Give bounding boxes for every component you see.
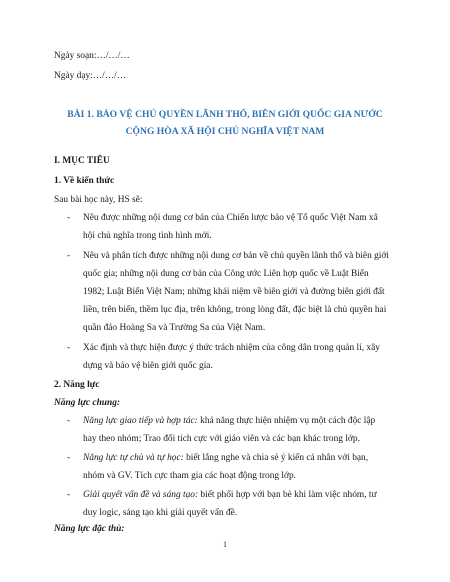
- bullet-dash: -: [67, 416, 71, 426]
- competency-1-label: Năng lực giao tiếp và hợp tác:: [83, 416, 198, 426]
- subheading-knowledge: 1. Về kiến thức: [54, 176, 115, 186]
- knowledge-bullet-2-line-1: Nêu và phân tích được những nội dung cơ bản về chủ quyền lãnh thổ và biên giới: [83, 251, 389, 261]
- competency-3-text: biết phối hợp với bạn bè khi làm việc nhóm, tư: [198, 490, 377, 500]
- general-competency-heading: Năng lực chung:: [54, 398, 121, 408]
- bullet-dash: -: [67, 213, 71, 223]
- competency-1-text: khả năng thực hiện nhiệm vụ một cách độc lập: [197, 416, 376, 426]
- knowledge-bullet-3-line-1: Xác định và thực hiện được ý thức trách nhiệm của công dân trong quản lí, xây: [83, 343, 380, 353]
- bullet-dash: -: [67, 343, 71, 353]
- competency-2-text: biết lắng nghe và chia sẻ ý kiến cá nhân với bạn,: [183, 453, 369, 463]
- knowledge-bullet-2-line-4: liền, trên biển, thềm lục địa, trên không, trong lòng đất, đặc biệt là chủ quyền hai: [83, 305, 387, 315]
- competency-2-label: Năng lực tự chủ và tự học:: [83, 453, 184, 463]
- specific-competency-heading: Năng lực đặc thù:: [54, 524, 125, 534]
- competency-3-line-1: [83, 489, 377, 501]
- competency-3-label: Giải quyết vấn đề và sáng tạo:: [83, 490, 199, 500]
- knowledge-bullet-2-line-3: 1982; Luật Biển Việt Nam; những khái niệm về biên giới và đường biên giới đất: [83, 287, 385, 297]
- knowledge-bullet-2-line-5: quần đảo Hoàng Sa và Trường Sa của Việt Nam.: [83, 323, 266, 333]
- bullet-dash: -: [67, 490, 71, 500]
- competency-1-line-1: [83, 415, 375, 427]
- bullet-dash: -: [67, 453, 71, 463]
- bullet-dash: -: [67, 251, 71, 261]
- section-heading-objectives: I. MỤC TIÊU: [54, 156, 110, 166]
- competency-3-line-2: duy logic, sáng tạo khi giải quyết vấn đề.: [83, 508, 238, 518]
- knowledge-bullet-2-line-2: quốc gia; những nội dung cơ bản của Công ước Liên hợp quốc về Luật Biển: [83, 269, 369, 279]
- knowledge-bullet-1-line-2: hội chủ nghĩa trong tình hình mới.: [83, 231, 212, 241]
- knowledge-bullet-1-line-1: Nêu được những nội dung cơ bản của Chiến lược bảo vệ Tổ quốc Việt Nam xã: [83, 213, 378, 223]
- lesson-title-line-1: BÀI 1. BẢO VỆ CHỦ QUYỀN LÃNH THỔ, BIÊN GIỚI QUỐC GIA NƯỚC: [67, 109, 383, 120]
- lesson-title-line-2: CỘNG HÒA XÃ HỘI CHỦ NGHĨA VIỆT NAM: [125, 126, 325, 137]
- competency-1-line-2: hay theo nhóm; Trao đổi tích cực với giáo viên và các bạn khác trong lớp.: [83, 434, 360, 444]
- prep-date: Ngày soạn:…/…/…: [54, 51, 130, 61]
- teach-date: Ngày dạy:…/…/…: [54, 71, 127, 81]
- intro-text: Sau bài học này, HS sẽ:: [54, 195, 143, 205]
- subheading-competencies: 2. Năng lực: [54, 380, 100, 390]
- knowledge-bullet-3-line-2: dựng và bảo vệ biên giới quốc gia.: [83, 361, 213, 371]
- competency-2-line-2: nhóm và GV. Tích cực tham gia các hoạt động trong lớp.: [83, 471, 297, 481]
- page-number: 1: [223, 540, 227, 549]
- competency-2-line-1: [83, 452, 368, 464]
